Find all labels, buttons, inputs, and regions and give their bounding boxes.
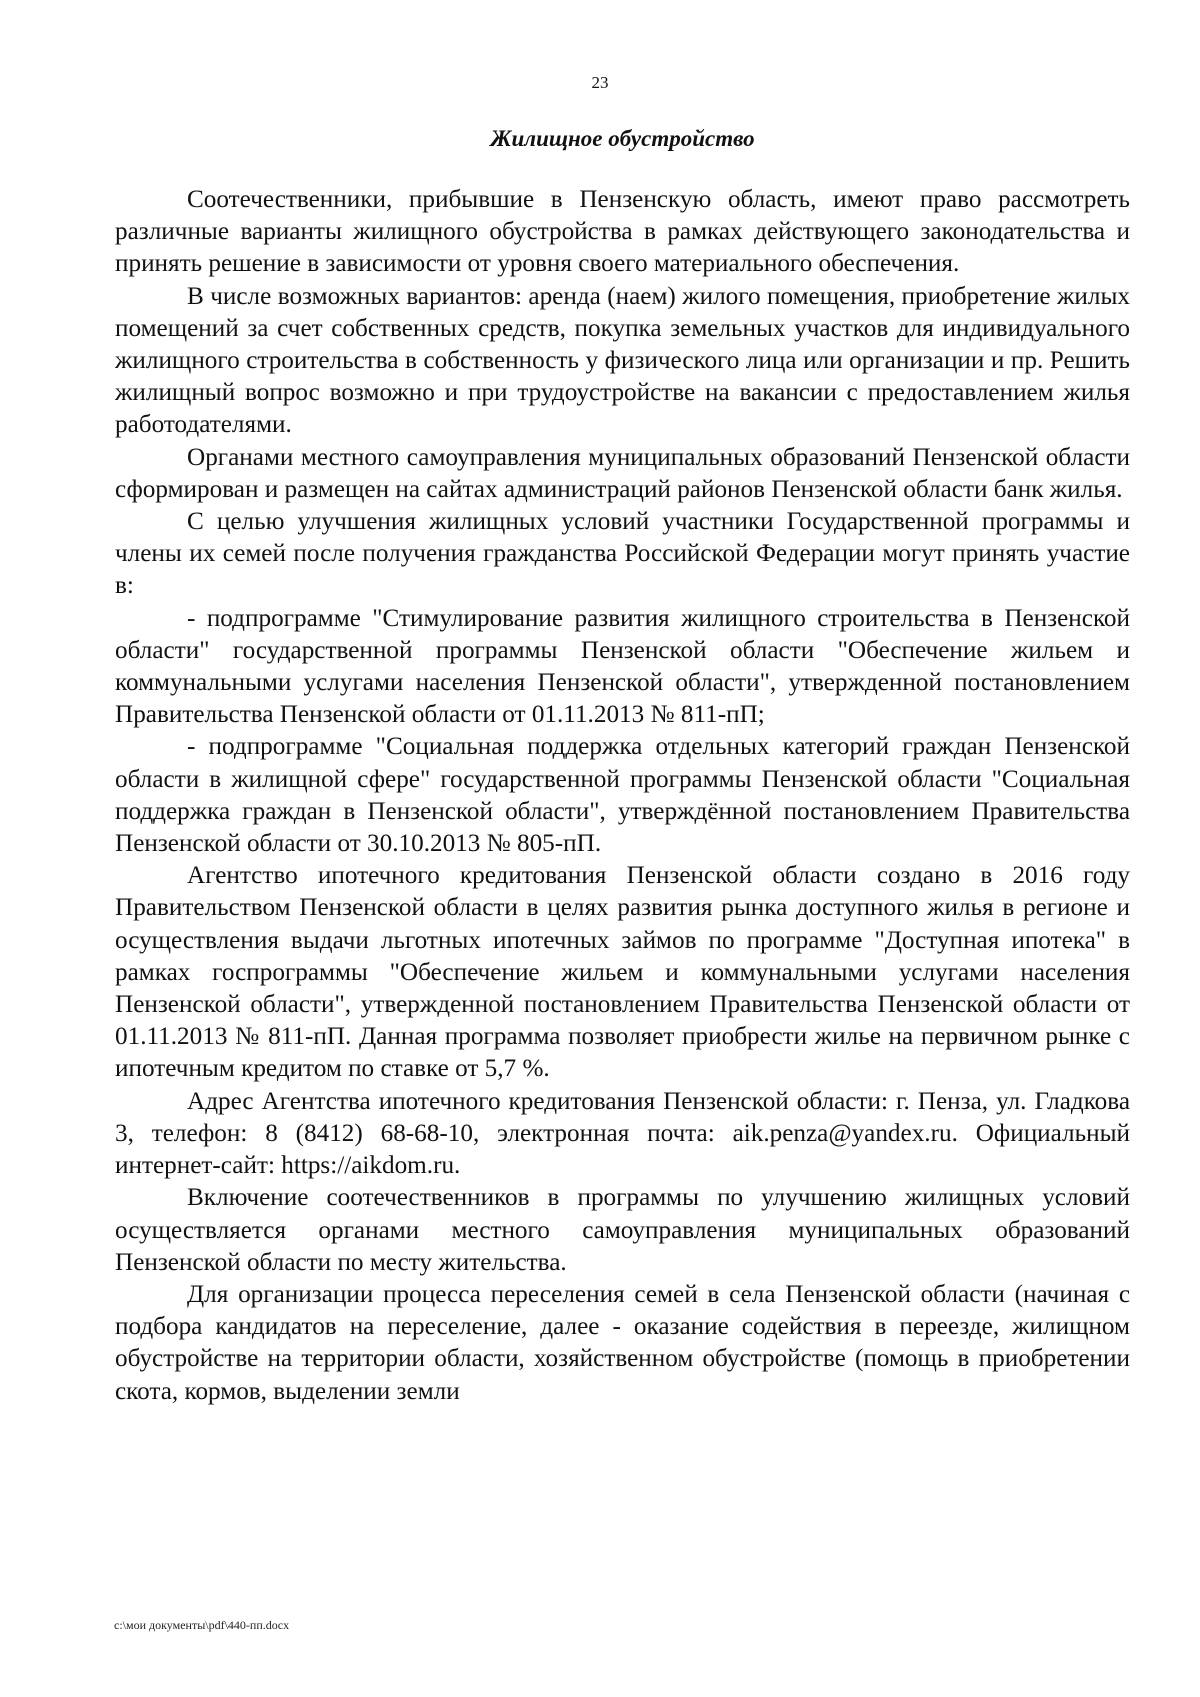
list-item-subprogram-construction: - подпрограмме "Стимулирование развития жилищного строительства в Пензенской области" государственной программы Пензенской области "Обеспечение жильем и коммунальными услугами населения Пензенской области", утвержденной постановлением Правительства Пензенской области от 01.11.2013 № 811-пП;	[115, 604, 1130, 729]
paragraph-housing-options: В числе возможных вариантов: аренда (наем) жилого помещения, приобретение жилых помещений за счет собственных средств, покупка земельных участков для индивидуального жилищного строительства в собственность у физического лица или организации и пр. Решить жилищный вопрос возможно и при трудоустройстве на вакансии с предоставлением жилья работодателями.	[115, 282, 1130, 439]
footer-file-path: c:\мои документы\pdf\440-пп.docx	[114, 1618, 290, 1632]
paragraph-housing-bank: Органами местного самоуправления муниципальных образований Пензенской области сформирован и размещен на сайтах администраций районов Пензенской области банк жилья.	[115, 443, 1130, 503]
paragraph-intro: Соотечественники, прибывшие в Пензенскую область, имеют право рассмотреть различные варианты жилищного обустройства в рамках действующего законодательства и принять решение в зависимости от уровня своего материального обеспечения.	[115, 186, 1130, 278]
paragraph-resettlement: Для организации процесса переселения семей в села Пензенской области (начиная с подбора кандидатов на переселение, далее - оказание содействия в переезде, жилищном обустройстве на территории области, хозяйственном обустройстве (помощь в приобретении скота, кормов, выделении земли	[115, 1280, 1130, 1405]
paragraph-agency-contacts: Адрес Агентства ипотечного кредитования Пензенской области: г. Пенза, ул. Гладкова 3, телефон: 8 (8412) 68-68-10, электронная почта: aik.penza@yandex.ru. Официальный интернет-сайт: https://aikdom.ru.	[115, 1087, 1130, 1180]
page-number: 23	[591, 73, 609, 92]
paragraph-inclusion: Включение соотечественников в программы по улучшению жилищных условий осуществляется органами местного самоуправления муниципальных образований Пензенской области по месту жительства.	[115, 1184, 1130, 1276]
body-text	[115, 184, 1130, 1408]
paragraph-participation: С целью улучшения жилищных условий участники Государственной программы и члены их семей после получения гражданства Российской Федерации могут принять участие в:	[115, 508, 1130, 600]
paragraph-mortgage-agency: Агентство ипотечного кредитования Пензенской области создано в 2016 году Правительством Пензенской области в целях развития рынка доступного жилья в регионе и осуществления выдачи льготных ипотечных займов по программе "Доступная ипотека" в рамках госпрограммы "Обеспечение жильем и коммунальными услугами населения Пензенской области", утвержденной постановлением Правительства Пензенской области от 01.11.2013 № 811-пП. Данная программа позволяет приобрести жилье на первичном рынке с ипотечным кредитом по ставке от 5,7 %.	[115, 862, 1130, 1083]
section-heading: Жилищное обустройство	[490, 126, 755, 151]
list-item-subprogram-social-support: - подпрограмме "Социальная поддержка отдельных категорий граждан Пензенской области в жилищной сфере" государственной программы Пензенской области "Социальная поддержка граждан в Пензенской области", утверждённой постановлением Правительства Пензенской области от 30.10.2013 № 805-пП.	[115, 733, 1130, 858]
